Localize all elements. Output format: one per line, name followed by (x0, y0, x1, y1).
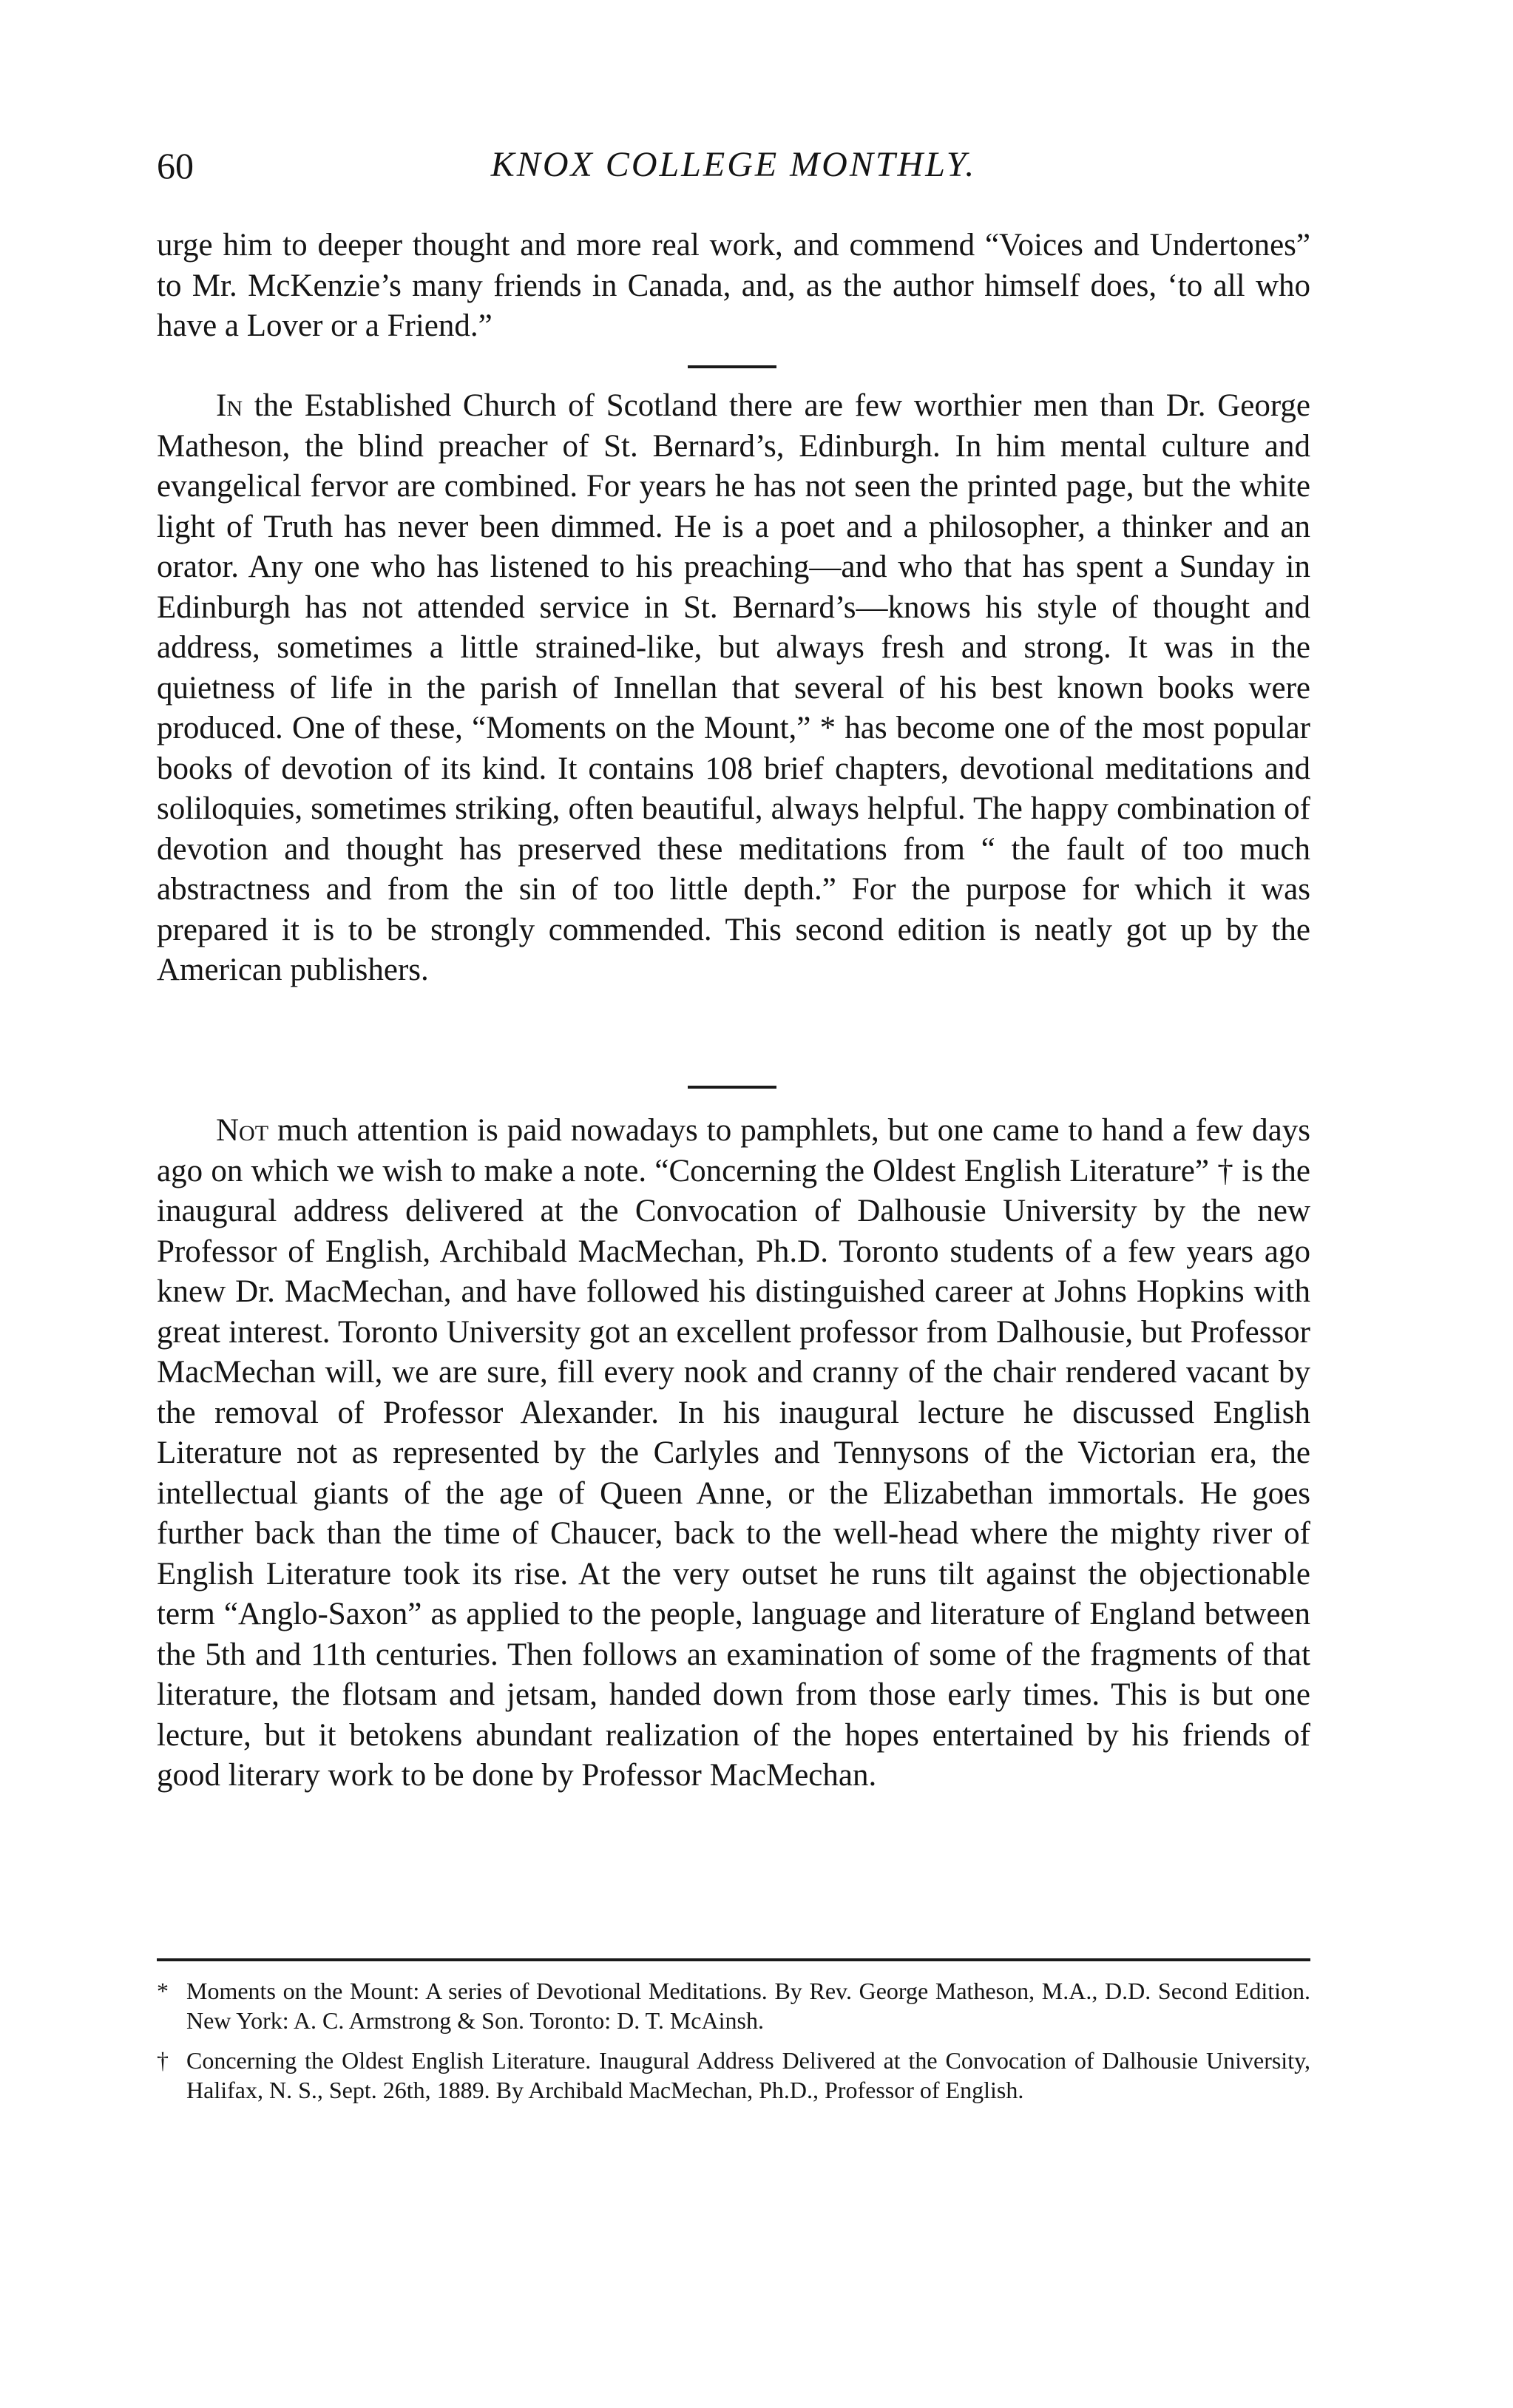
page-number: 60 (157, 145, 194, 186)
footnote-oldest-english-literature (157, 2046, 1310, 2105)
footnote-rule (157, 1958, 1310, 1961)
footnotes (157, 1976, 1310, 2115)
paragraph-text: urge him to deeper thought and more real work, and commend “Voices and Undertones” to Mr. McKenzie’s many friends in Canada, and, as the author himself does, ‘to all who have a Lover or a Friend.” (157, 228, 1310, 343)
paragraph-text (157, 1111, 1310, 1796)
running-title: KNOX COLLEGE MONTHLY. (490, 145, 977, 184)
paragraph-body: much attention is paid nowadays to pamphlets, but one came to hand a few days ago on which we wish to make a note. “Concerning the Oldest English Literature” † is the inaugural address delivered at the Convocation of Dalhousie University by the new Professor of English, Archibald MacMechan, Ph.D. Toronto students of a few years ago knew Dr. MacMechan, and have followed his distinguished career at Johns Hopkins with great interest. Toronto University got an excellent professor from Dalhousie, but Professor MacMechan will, we are sure, fill every nook and cranny of the chair rendered vacant by the removal of Professor Alexander. In his inaugural lecture he discussed English Literature not as represented by the Carlyles and Tennysons of the Victorian era, the intellectual giants of the age of Queen Anne, or the Elizabethan immortals. He goes further back than the time of Chaucer, back to the well-head where the mighty river of English Literature took its rise. At the very outset he runs tilt against the objectionable term “Anglo-Saxon” as applied to the people, language and literature of England between the 5th and 11th centuries. Then follows an examination of some of the fragments of that literature, the flotsam and jetsam, handed down from those early times. This is but one lecture, but it betokens abundant realization of the hopes entertained by his friends of good literary work to be done by Professor MacMechan. (157, 1113, 1310, 1793)
footnote-text: Moments on the Mount: A series of Devotional Meditations. By Rev. George Matheson, M.A., D.D. Second Edition. New York: A. C. Armstrong & Son. Toronto: D. T. McAinsh. (186, 1978, 1310, 2034)
paragraph-text (157, 386, 1310, 991)
footnote-mark: † (157, 2047, 169, 2074)
page-header (157, 144, 1310, 196)
paragraph-macmechan (157, 1111, 1310, 1796)
paragraph-body: the Established Church of Scotland there are few worthier men than Dr. George Matheson, the blind preacher of St. Bernard’s, Edinburgh. In him mental culture and evangelical fervor are combined. For years he has not seen the printed page, but the white light of Truth has never been dimmed. He is a poet and a philosopher, a thinker and an orator. Any one who has listened to his preaching—and who that has spent a Sunday in Edinburgh has not attended service in St. Bernard’s—knows his style of thought and address, sometimes a little strained-like, but always fresh and strong. It was in the quietness of life in the parish of Innellan that several of his best known books were produced. One of these, “Moments on the Mount,” * has become one of the most popular books of devotion of its kind. It contains 108 brief chapters, devotional meditations and soliloquies, sometimes striking, often beautiful, always helpful. The happy combination of devotion and thought has preserved these meditations from “ the fault of too much abstractness and from the sin of too little depth.” For the purpose for which it was prepared it is to be strongly commended. This second edition is neatly got up by the American publishers. (157, 388, 1310, 987)
section-divider (688, 1086, 776, 1089)
paragraph-continuation (157, 226, 1310, 347)
paragraph-lead-word: In (216, 388, 243, 423)
paragraph-lead-word: Not (216, 1113, 269, 1148)
footnote-mark: * (157, 1978, 169, 2004)
footnote-text: Concerning the Oldest English Literature. Inaugural Address Delivered at the Convocation of Dalhousie University, Halifax, N. S., Sept. 26th, 1889. By Archibald MacMechan, Ph.D., Professor of English. (186, 2047, 1310, 2103)
paragraph-matheson (157, 386, 1310, 991)
footnote-moments-on-the-mount (157, 1976, 1310, 2035)
section-divider (688, 365, 776, 368)
